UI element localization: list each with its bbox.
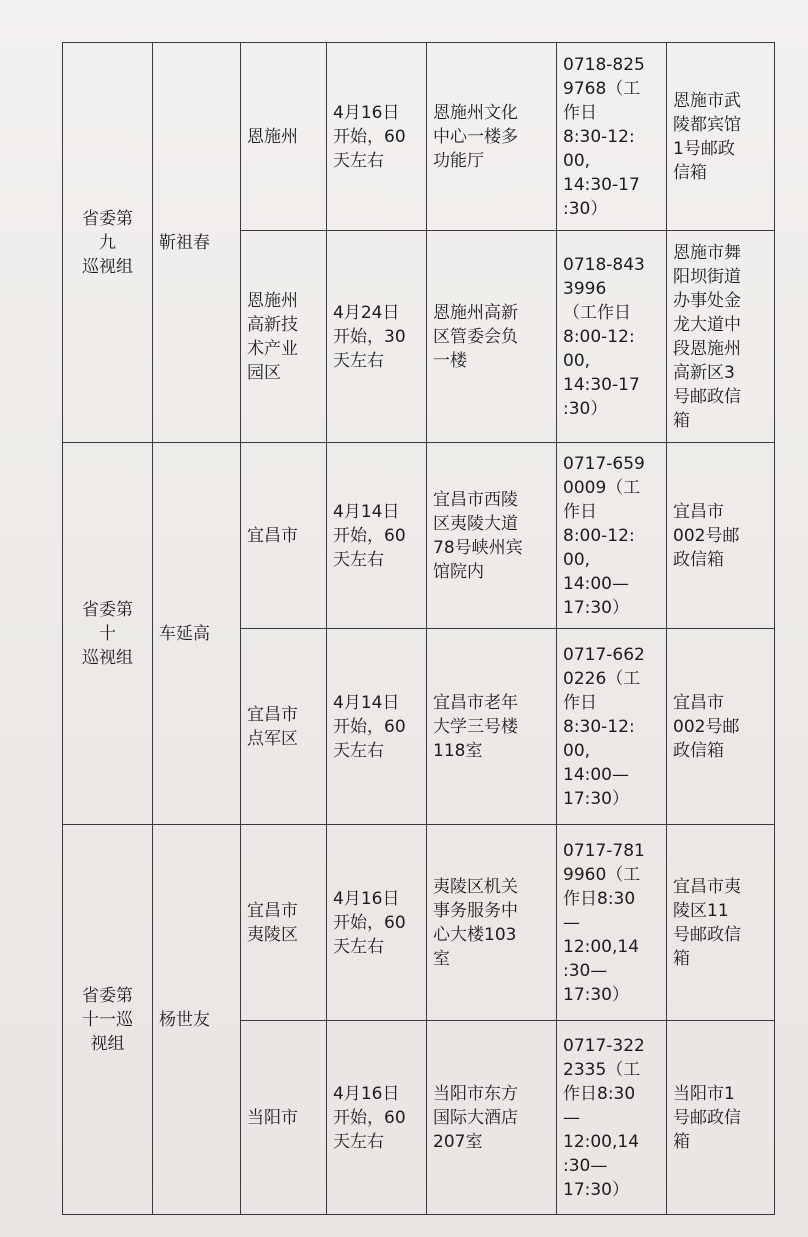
group-leader: 靳祖春 — [153, 43, 241, 443]
contact-phone: 0718-843 3996 （工作日 8:00-12: 00, 14:30-17 :30） — [557, 231, 667, 443]
inspected-unit: 宜昌市 夷陵区 — [241, 825, 327, 1021]
inspected-unit: 宜昌市 — [241, 443, 327, 629]
contact-phone: 0718-825 9768（工 作日 8:30-12: 00, 14:30-17 :30） — [557, 43, 667, 231]
inspected-unit: 当阳市 — [241, 1021, 327, 1215]
contact-phone: 0717-659 0009（工 作日 8:00-12: 00, 14:00— 17:30） — [557, 443, 667, 629]
table-row — [63, 43, 775, 231]
inspection-time: 4月16日 开始，60 天左右 — [327, 1021, 427, 1215]
contact-phone: 0717-662 0226（工 作日 8:30-12: 00, 14:00— 17:30） — [557, 629, 667, 825]
postal-mailbox: 宜昌市 002号邮 政信箱 — [667, 443, 775, 629]
group-name: 省委第 十 巡视组 — [63, 443, 153, 825]
inspected-unit: 宜昌市 点军区 — [241, 629, 327, 825]
postal-mailbox: 恩施市舞 阳坝街道 办事处金 龙大道中 段恩施州 高新区3 号邮政信 箱 — [667, 231, 775, 443]
inspection-time: 4月16日 开始，60 天左右 — [327, 825, 427, 1021]
group-leader: 杨世友 — [153, 825, 241, 1215]
postal-mailbox: 宜昌市 002号邮 政信箱 — [667, 629, 775, 825]
table-row — [63, 443, 775, 629]
office-location: 当阳市东方 国际大酒店 207室 — [427, 1021, 557, 1215]
contact-phone: 0717-322 2335（工 作日8:30 — 12:00,14 :30— 17:30） — [557, 1021, 667, 1215]
office-location: 恩施州文化 中心一楼多 功能厅 — [427, 43, 557, 231]
group-name: 省委第 十一巡 视组 — [63, 825, 153, 1215]
office-location: 宜昌市老年 大学三号楼 118室 — [427, 629, 557, 825]
inspection-schedule-table — [62, 42, 775, 1215]
contact-phone: 0717-781 9960（工 作日8:30 — 12:00,14 :30— 17:30） — [557, 825, 667, 1021]
inspected-unit: 恩施州 高新技 术产业 园区 — [241, 231, 327, 443]
postal-mailbox: 当阳市1 号邮政信 箱 — [667, 1021, 775, 1215]
office-location: 恩施州高新 区管委会负 一楼 — [427, 231, 557, 443]
group-name: 省委第 九 巡视组 — [63, 43, 153, 443]
postal-mailbox: 恩施市武 陵都宾馆 1号邮政 信箱 — [667, 43, 775, 231]
inspection-time: 4月14日 开始，60 天左右 — [327, 443, 427, 629]
table-row — [63, 825, 775, 1021]
inspected-unit: 恩施州 — [241, 43, 327, 231]
inspection-time: 4月24日 开始，30 天左右 — [327, 231, 427, 443]
postal-mailbox: 宜昌市夷 陵区11 号邮政信 箱 — [667, 825, 775, 1021]
office-location: 夷陵区机关 事务服务中 心大楼103 室 — [427, 825, 557, 1021]
inspection-time: 4月16日 开始，60 天左右 — [327, 43, 427, 231]
office-location: 宜昌市西陵 区夷陵大道 78号峡州宾 馆院内 — [427, 443, 557, 629]
inspection-time: 4月14日 开始，60 天左右 — [327, 629, 427, 825]
group-leader: 车延高 — [153, 443, 241, 825]
